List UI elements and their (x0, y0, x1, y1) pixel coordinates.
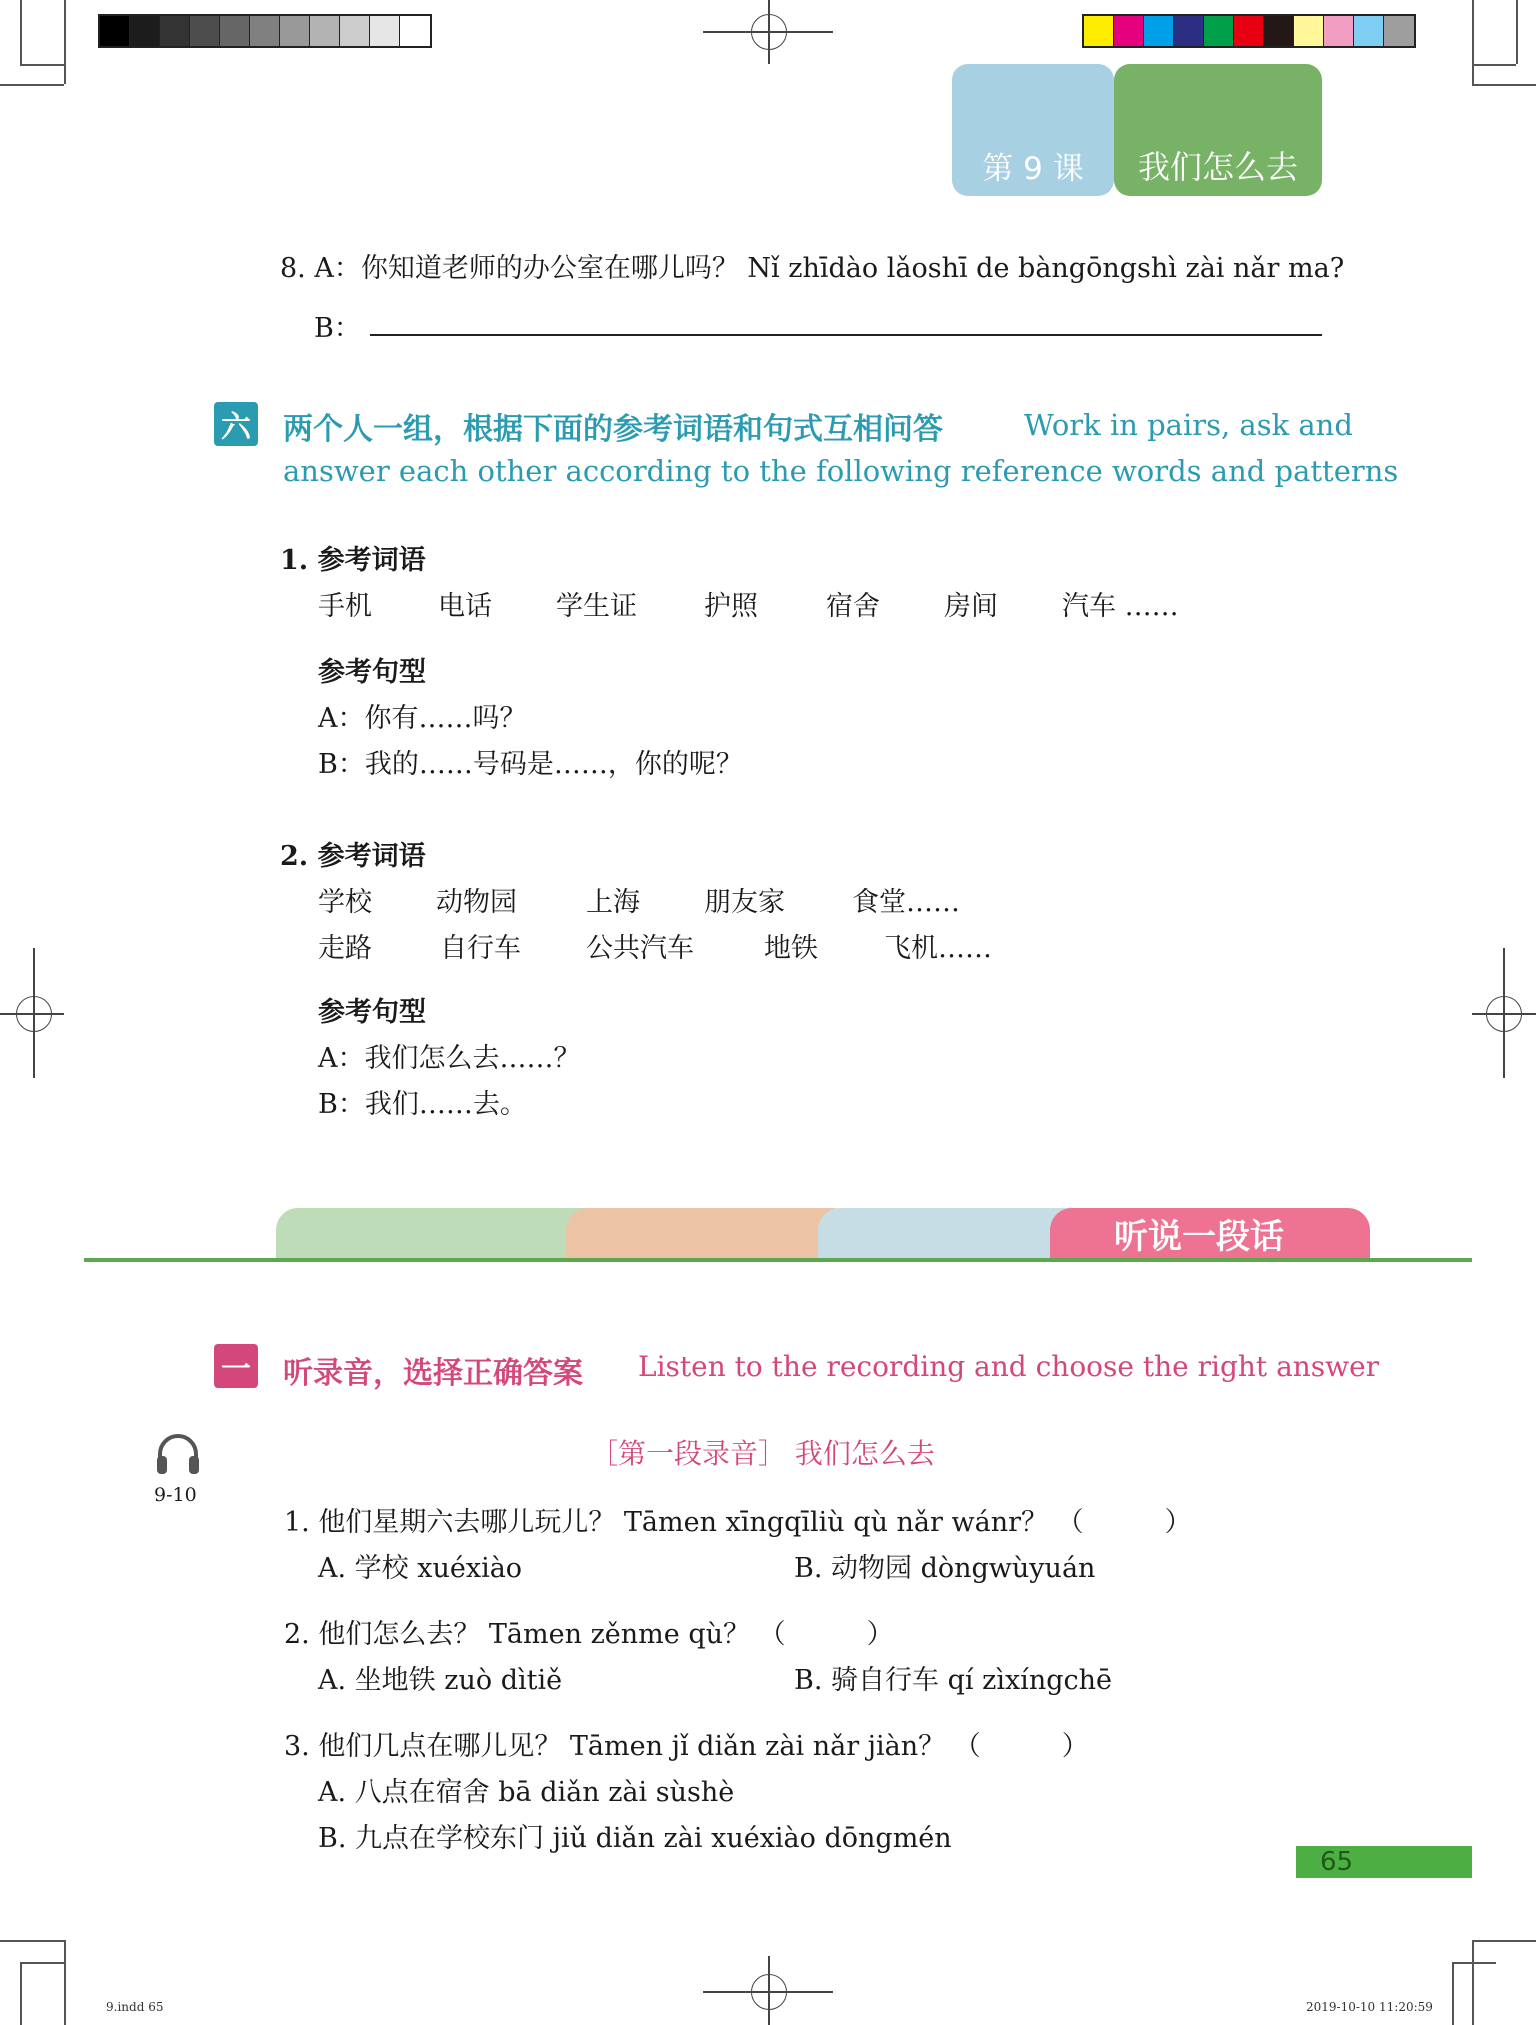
lesson-number-tab (952, 64, 1114, 196)
word-item: 动物园 (436, 887, 517, 918)
word-item: 汽车 …… (1062, 591, 1179, 622)
question-8-b-label: B： (314, 313, 361, 344)
word-item: 学生证 (556, 591, 637, 622)
footer-timestamp: 2019-10-10 11:20:59 (1306, 2000, 1433, 2014)
word-item: 电话 (438, 591, 492, 622)
group-1-line-a: A：你有……吗？ (318, 703, 527, 734)
word-item: 走路 (318, 933, 372, 964)
group-1-heading: 1. 参考词语 (280, 545, 426, 576)
recording-title: ［第一段录音］ 我们怎么去 (590, 1437, 935, 1470)
word-item: 飞机…… (884, 933, 992, 964)
word-item: 地铁 (764, 933, 818, 964)
section-1-title-cn: 听录音，选择正确答案 (283, 1356, 583, 1391)
answer-blank-line[interactable] (370, 334, 1322, 336)
question-1-option-b[interactable]: B. 动物园 dòngwùyuán (794, 1553, 1096, 1584)
question-3-option-b[interactable]: B. 九点在学校东门 jiǔ diǎn zài xuéxiào dōngmén (318, 1823, 952, 1854)
section-6-badge: 六 (214, 402, 258, 446)
section-1-title-en: Listen to the recording and choose the right answer (638, 1350, 1380, 1383)
banner-rule (84, 1258, 1472, 1262)
lesson-title-label: 我们怎么去 (1137, 148, 1298, 186)
footer-filename: 9.indd 65 (106, 2000, 164, 2014)
word-item: 食堂…… (852, 887, 960, 918)
group-1-pattern-heading: 参考句型 (318, 657, 426, 688)
headphones-icon[interactable] (154, 1430, 202, 1478)
question-8-prompt: 8. A：你知道老师的办公室在哪儿吗？ Nǐ zhīdào lǎoshī de bàngōngshì zài nǎr ma? (280, 253, 1345, 284)
section-6-title-cn: 两个人一组，根据下面的参考词语和句式互相问答 (283, 412, 943, 447)
question-1: 1. 他们星期六去哪儿玩儿？ Tāmen xīngqīliù qù nǎr wánr？ （ ） (284, 1507, 1192, 1538)
section-6-title-en-1: Work in pairs, ask and (1024, 408, 1353, 442)
word-item: 公共汽车 (586, 933, 694, 964)
word-item: 护照 (704, 591, 758, 622)
word-item: 上海 (586, 887, 640, 918)
group-2-words-row-1 (318, 880, 1218, 916)
word-item: 学校 (318, 887, 372, 918)
group-1-line-b: B：我的……号码是……，你的呢？ (318, 749, 743, 780)
group-1-words (318, 584, 1218, 620)
group-2-line-a: A：我们怎么去……？ (318, 1043, 581, 1074)
group-2-pattern-heading: 参考句型 (318, 997, 426, 1028)
word-item: 宿舍 (826, 591, 880, 622)
group-2-words-row-2 (318, 926, 1218, 962)
lesson-title-tab (1114, 64, 1322, 196)
section-6-title-en-2: answer each other according to the following reference words and patterns (283, 454, 1399, 488)
question-3-option-a[interactable]: A. 八点在宿舍 bā diǎn zài sùshè (318, 1777, 735, 1808)
color-bar (1082, 14, 1416, 48)
word-item: 房间 (944, 591, 998, 622)
question-2: 2. 他们怎么去？ Tāmen zěnme qù？ （ ） (284, 1619, 894, 1650)
word-item: 手机 (318, 591, 372, 622)
word-item: 朋友家 (704, 887, 785, 918)
lesson-number-label: 第 9 课 (982, 151, 1084, 187)
section-1-badge: 一 (214, 1344, 258, 1388)
question-1-option-a[interactable]: A. 学校 xuéxiào (318, 1553, 523, 1584)
word-item: 自行车 (440, 933, 521, 964)
question-2-option-a[interactable]: A. 坐地铁 zuò dìtiě (318, 1665, 563, 1696)
page-number: 65 (1296, 1846, 1472, 1878)
banner-label: 听说一段话 (1114, 1216, 1284, 1257)
question-3: 3. 他们几点在哪儿见？ Tāmen jǐ diǎn zài nǎr jiàn？ （ ） (284, 1731, 1089, 1762)
audio-track-number: 9-10 (154, 1484, 197, 1506)
grayscale-bar (98, 14, 432, 48)
question-2-option-b[interactable]: B. 骑自行车 qí zìxíngchē (794, 1665, 1112, 1696)
group-2-line-b: B：我们……去。 (318, 1089, 527, 1120)
group-2-heading: 2. 参考词语 (280, 841, 426, 872)
